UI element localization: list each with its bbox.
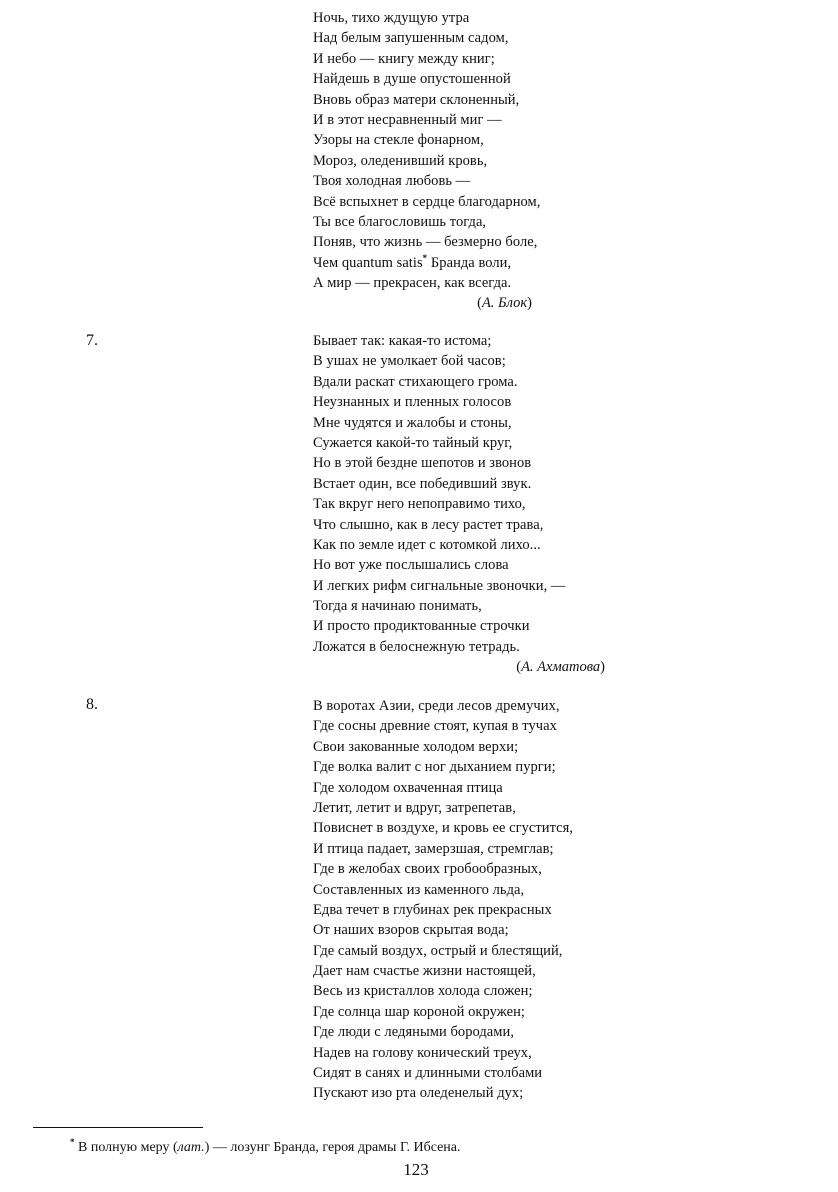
poem-line: Как по земле идет с котомкой лихо... [313, 536, 541, 553]
poem-author: (А. Блок) [477, 295, 532, 312]
poem-line: И птица падает, замерзшая, стремглав; [313, 840, 554, 857]
author-name: А. Блок [481, 295, 528, 312]
poem-line: Неузнанных и пленных голосов [313, 394, 512, 411]
poem-line: Что слышно, как в лесу растет трава, [313, 516, 544, 533]
poem-line: Где в желобах своих гробообразных, [313, 861, 542, 878]
poem-line: Бывает так: какая-то истома; [313, 333, 492, 349]
poem-line: Узоры на стекле фонарном, [313, 132, 484, 149]
page-number-value: 123 [403, 1160, 429, 1179]
poem-line: В ушах не умолкает бой часов; [313, 353, 506, 370]
poem-line: Где сосны древние стоят, купая в тучах [313, 718, 557, 735]
poem-blok [313, 8, 633, 314]
author-name: А. Ахматова [521, 659, 601, 676]
poem-line: Где люди с ледяными бородами, [313, 1024, 515, 1041]
poem-line: Встает один, все победивший звук. [313, 475, 532, 492]
poem-number: 7. [86, 332, 98, 349]
footnote-divider [33, 1127, 203, 1128]
poem-line: Всё вспыхнет в сердце благодарном, [313, 193, 541, 210]
poem-line: Свои закованные холодом верхи; [313, 738, 519, 755]
poem-line: Где самый воздух, острый и блестящий, [313, 942, 563, 959]
poem-line: Найдешь в душе опустошенной [313, 71, 511, 88]
poem-line-part: Чем quantum satis [313, 254, 423, 271]
poem-line-with-footnote [313, 253, 633, 273]
poem-line: А мир — прекрасен, как всегда. [313, 275, 512, 292]
poem-line: Повиснет в воздухе, и кровь ее сгустится, [313, 820, 574, 837]
poem-line: Твоя холодная любовь — [313, 173, 471, 190]
poem-line: Составленных из каменного льда, [313, 881, 525, 898]
poem-line: Тогда я начинаю понимать, [313, 598, 482, 615]
poem-line: Дает нам счастье жизни настоящей, [313, 963, 536, 980]
poem-line: От наших взоров скрытая вода; [313, 922, 509, 939]
poem-line: Ты все благословишь тогда, [313, 213, 487, 230]
poem-line: И в этот несравненный миг — [313, 111, 502, 128]
poem-line: Поняв, что жизнь — безмерно боле, [313, 234, 538, 251]
footnote-reference-marker: * [422, 252, 428, 263]
poem-asia [313, 696, 633, 1104]
poem-line: В воротах Азии, среди лесов дремучих, [313, 698, 560, 714]
poem-line: Где волка валит с ног дыханием пурги; [313, 759, 556, 776]
poem-line: Но вот уже послышались слова [313, 557, 509, 574]
poem-line: Летит, летит и вдруг, затрепетав, [313, 799, 516, 816]
poem-line: Пускают изо рта оледенелый дух; [313, 1085, 524, 1102]
poem-line-part: Бранда воли, [427, 254, 512, 271]
poem-line: Сидят в санях и длинными столбами [313, 1065, 543, 1082]
poem-line: Где солнца шар короной окружен; [313, 1003, 525, 1020]
poem-line: И легких рифм сигнальные звоночки, — [313, 577, 566, 594]
footnote-text: ) — лозунг Бранда, героя драмы Г. Ибсена. [204, 1140, 461, 1155]
poem-line: Мороз, оледенивший кровь, [313, 152, 488, 169]
page-number [0, 1160, 838, 1180]
poem-line: И просто продиктованные строчки [313, 618, 530, 635]
poem-line: Над белым запушенным садом, [313, 30, 509, 47]
poem-line: Так вкруг него непоправимо тихо, [313, 496, 526, 513]
footnote-text: В полную меру ( [74, 1140, 178, 1155]
poem-line: Где холодом охваченная птица [313, 779, 503, 796]
poem-line: И небо — книгу между книг; [313, 50, 495, 67]
poem-line: Надев на голову конический треух, [313, 1044, 532, 1061]
poem-akhmatova [313, 331, 633, 678]
footnote [70, 1139, 461, 1157]
poem-line: Сужается какой-то тайный круг, [313, 434, 513, 451]
poem-line: Весь из кристаллов холода сложен; [313, 983, 533, 1000]
poem-number: 8. [86, 696, 98, 713]
poem-line: Мне чудятся и жалобы и стоны, [313, 414, 512, 431]
poem-line: Ночь, тихо ждущую утра [313, 10, 470, 26]
footnote-marker: * [70, 1137, 75, 1147]
footnote-language: лат. [177, 1140, 205, 1155]
poem-line: Но в этой бездне шепотов и звонов [313, 455, 532, 472]
poem-line: Ложатся в белоснежную тетрадь. [313, 638, 520, 655]
poem-line: Едва течет в глубинах рек прекрасных [313, 901, 552, 918]
poem-line: Вдали раскат стихающего грома. [313, 373, 518, 390]
poem-author: (А. Ахматова) [516, 659, 605, 676]
poem-line: Вновь образ матери склоненный, [313, 91, 520, 108]
